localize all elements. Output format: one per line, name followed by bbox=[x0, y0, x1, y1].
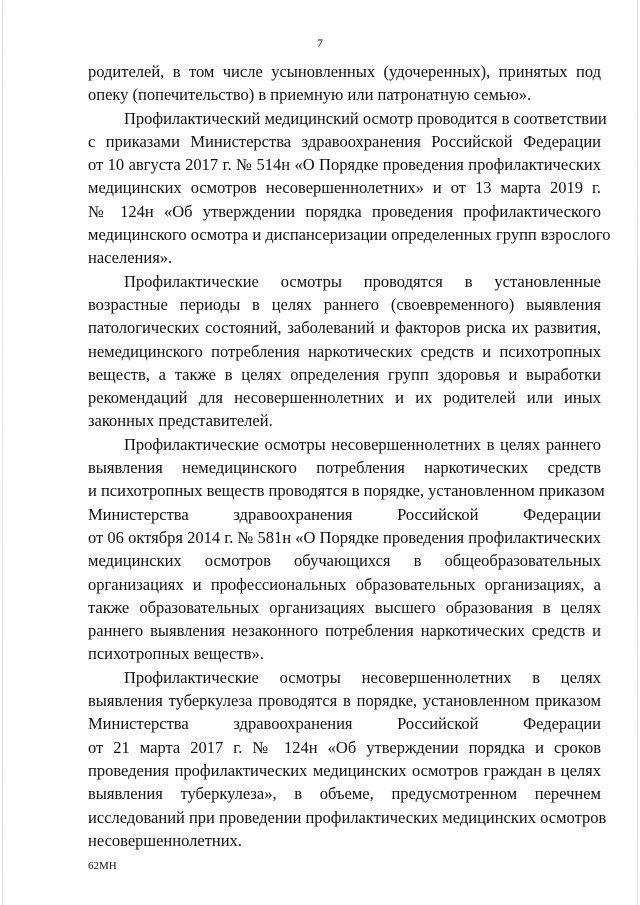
scan-edge-left bbox=[2, 0, 3, 905]
text-line: Профилактические осмотры несовершеннолетних в целях bbox=[124, 667, 601, 687]
text-line: медицинского осмотра и диспансеризации определенных групп взрослого bbox=[88, 225, 611, 245]
page-number: 7 bbox=[317, 36, 323, 50]
text-line: медицинских осмотров обучающихся в общеобразовательных bbox=[88, 551, 601, 571]
text-line: от 21 марта 2017 г. № 124н «Об утверждении порядка и сроков bbox=[88, 737, 601, 757]
text-line: Профилактический медицинский осмотр проводится в соответствии bbox=[124, 108, 607, 128]
paragraph bbox=[88, 107, 611, 270]
text-line: проведения профилактических медицинских осмотров граждан в целях bbox=[88, 760, 601, 780]
text-line: Профилактические осмотры несовершеннолетних в целях раннего bbox=[124, 434, 601, 454]
text-line: № 124н «Об утверждении порядка проведения профилактического bbox=[88, 201, 601, 221]
text-line: населения». bbox=[88, 248, 173, 268]
text-line: исследований при проведении профилактических медицинских осмотров bbox=[88, 807, 607, 827]
document-body bbox=[88, 60, 611, 852]
footer-code: 62МН bbox=[88, 860, 117, 872]
paragraph bbox=[88, 270, 601, 433]
text-line: психотропных веществ». bbox=[88, 644, 264, 664]
text-line: с приказами Министерства здравоохранения Российской Федерации bbox=[88, 131, 601, 151]
text-line: Министерства здравоохранения Российской Федерации bbox=[88, 504, 601, 524]
text-line: Профилактические осмотры проводятся в установленные bbox=[124, 271, 601, 291]
text-line: от 06 октября 2014 г. № 581н «О Порядке проведения профилактических bbox=[88, 527, 601, 547]
text-line: немедицинского потребления наркотических средств и психотропных bbox=[88, 341, 601, 361]
text-line: веществ, а также в целях определения групп здоровья и выработки bbox=[88, 364, 601, 384]
text-line: Министерства здравоохранения Российской Федерации bbox=[88, 714, 601, 734]
text-line: раннего выявления незаконного потребления наркотических средств и bbox=[88, 621, 601, 641]
text-line: организациях и профессиональных образовательных организациях, а bbox=[88, 574, 601, 594]
text-line: возрастные периоды в целях раннего (своевременного) выявления bbox=[88, 294, 601, 314]
text-line: от 10 августа 2017 г. № 514н «О Порядке проведения профилактических bbox=[88, 155, 601, 175]
text-line: законных представителей. bbox=[88, 411, 273, 431]
text-line: выявления туберкулеза», в объеме, предусмотренном перечнем bbox=[88, 784, 601, 804]
paragraph bbox=[88, 433, 605, 666]
text-line: родителей, в том числе усыновленных (удочеренных), принятых под bbox=[88, 62, 601, 81]
paragraph bbox=[88, 666, 607, 852]
text-line: выявления немедицинского потребления наркотических средств bbox=[88, 458, 601, 478]
text-line: патологических состояний, заболеваний и факторов риска их развития, bbox=[88, 318, 601, 338]
text-line: рекомендаций для несовершеннолетних и их родителей или иных bbox=[88, 388, 601, 408]
text-line: выявления туберкулеза проводятся в порядке, установленном приказом bbox=[88, 691, 601, 711]
text-line: и психотропных веществ проводятся в порядке, установленном приказом bbox=[88, 481, 605, 501]
text-line: несовершеннолетних. bbox=[88, 830, 242, 850]
text-line: также образовательных организациях высшего образования в целях bbox=[88, 597, 601, 617]
text-line: медицинских осмотров несовершеннолетних» и от 13 марта 2019 г. bbox=[88, 178, 601, 198]
paragraph bbox=[88, 60, 601, 107]
text-line: опеку (попечительство) в приемную или патронатную семью». bbox=[88, 85, 532, 105]
scan-edge-right bbox=[637, 0, 638, 905]
